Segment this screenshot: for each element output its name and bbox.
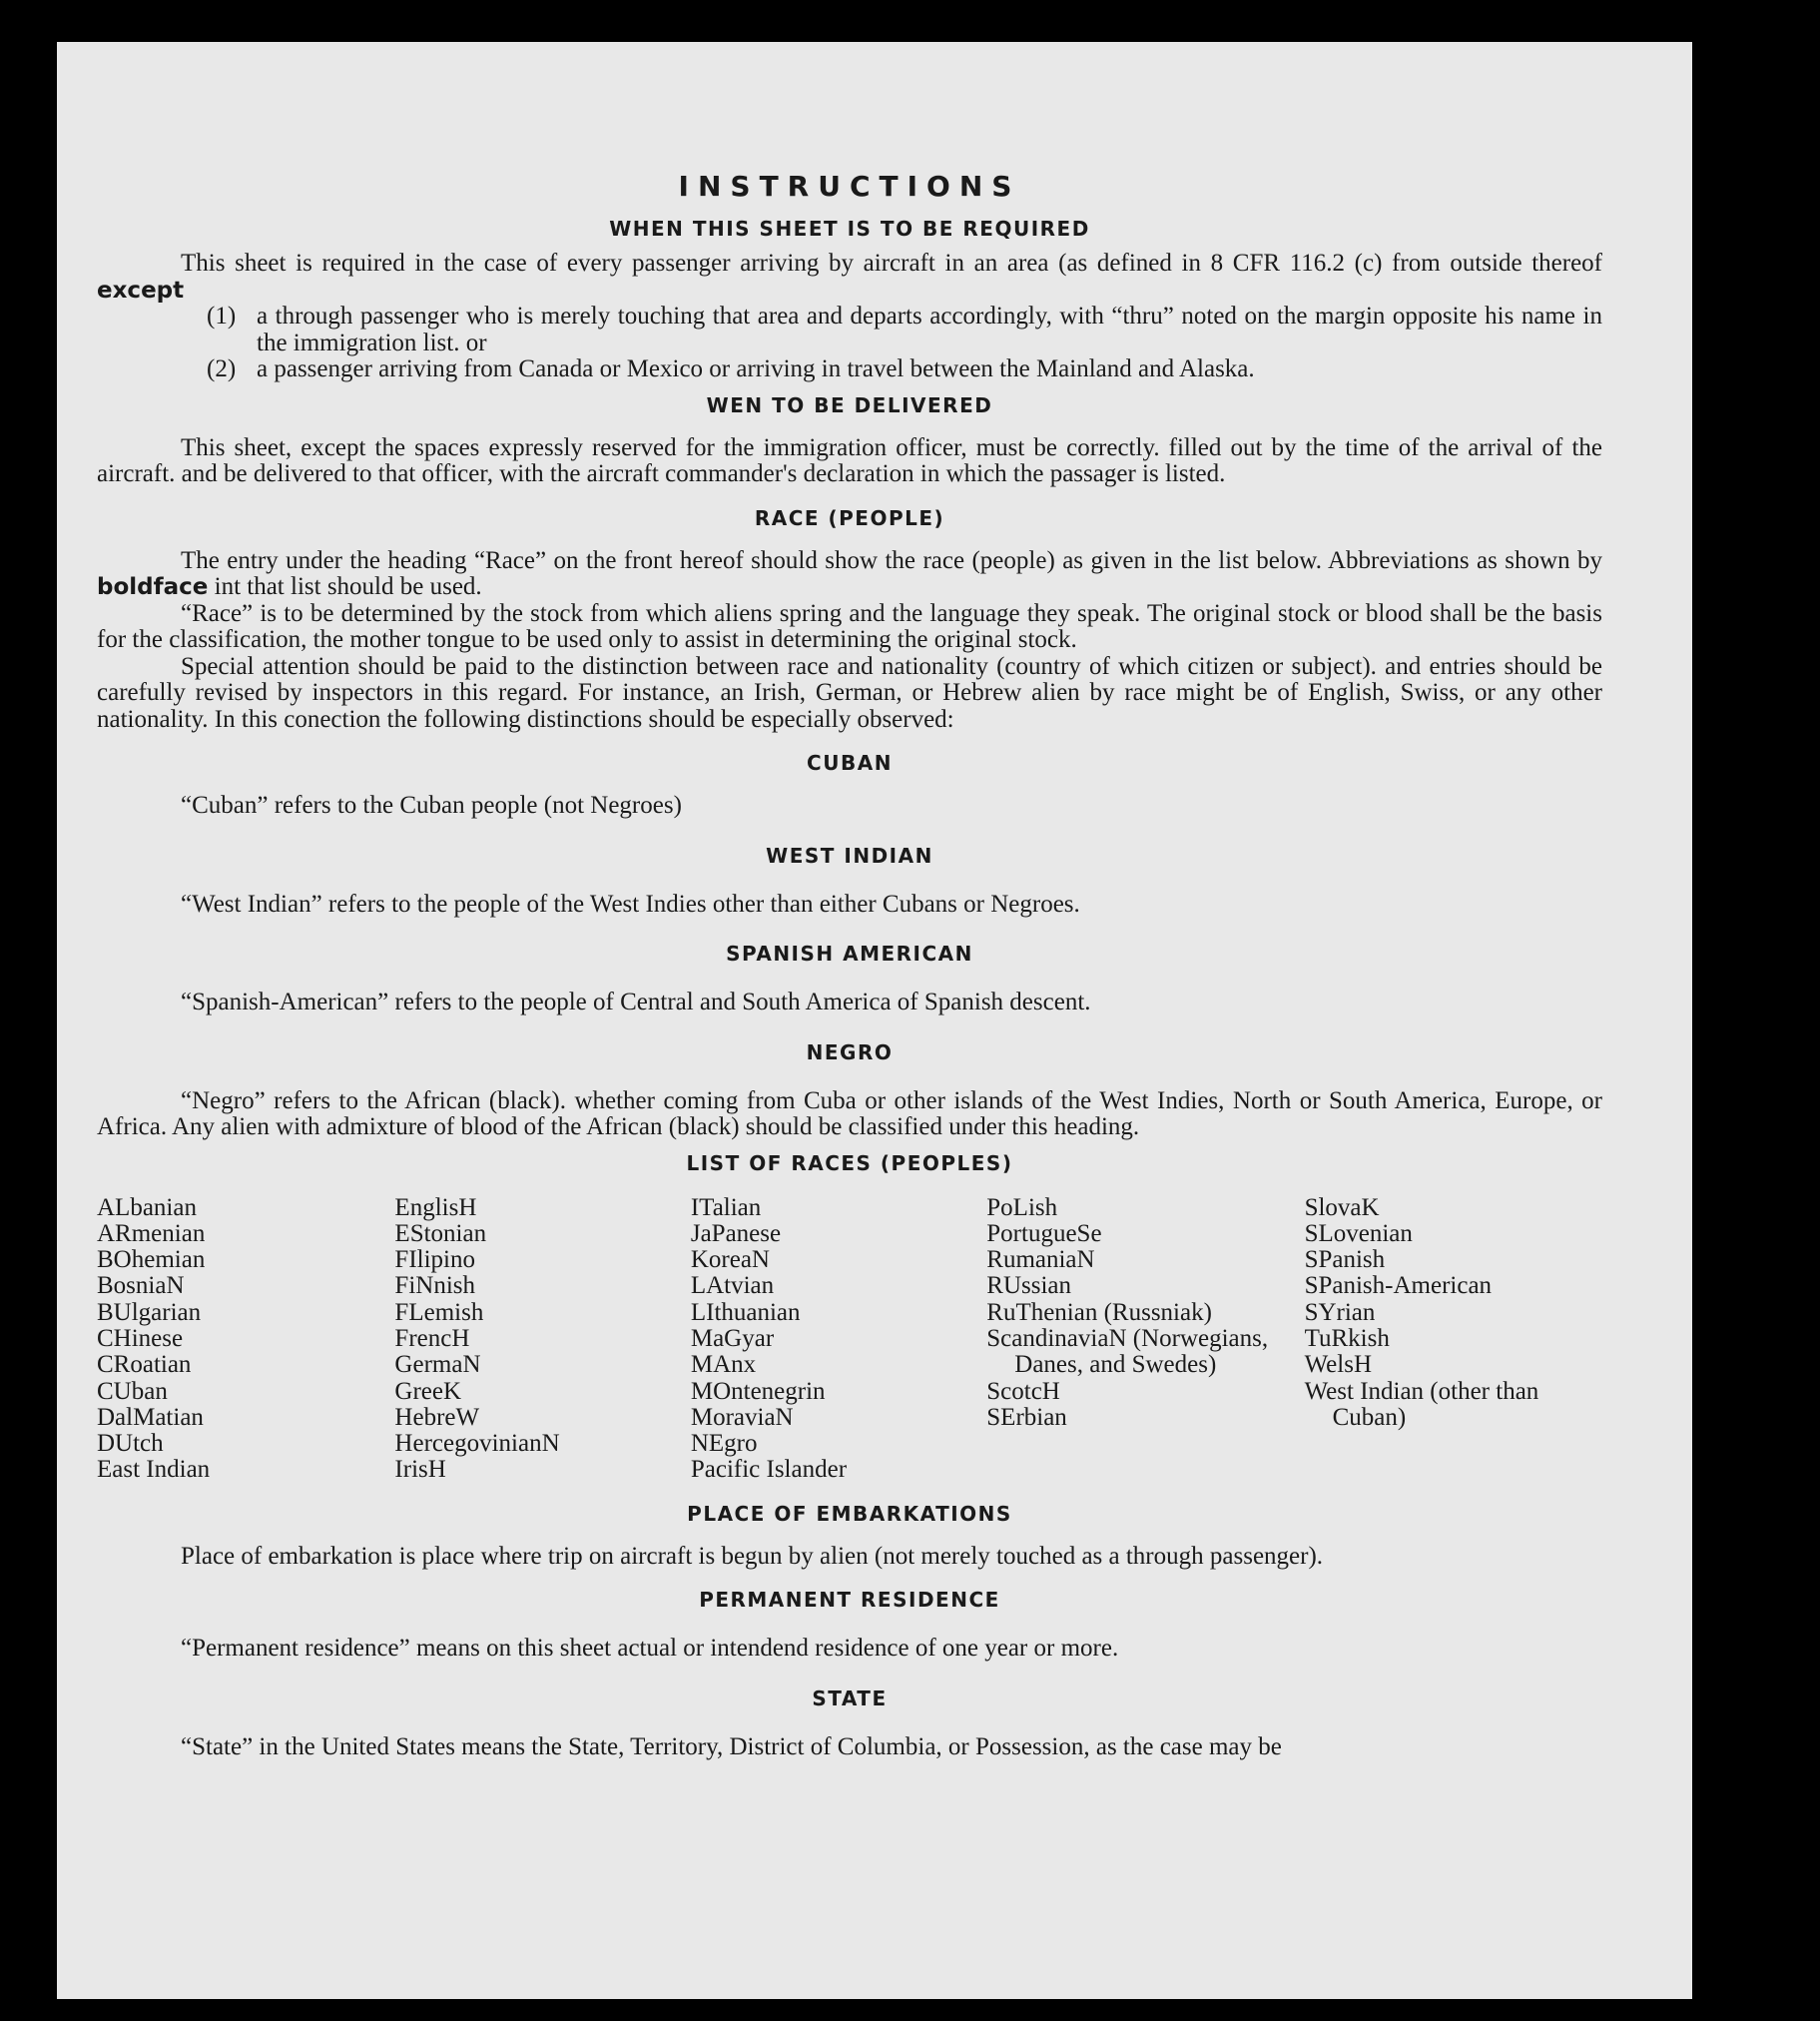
list-item: East Indian — [97, 1456, 211, 1484]
delivered-text: This sheet, except the spaces expressly reserved for the immigration officer, must be correctly. filled out by the time of the arrival of the aircraft. and be delivered to that officer, with the aircraft commander's declaration in which the passager is listed. — [97, 433, 1602, 487]
list-item: MaGyar — [690, 1324, 775, 1352]
list-item: KoreaN — [690, 1246, 770, 1274]
list-item: (1) a through passenger who is merely touching that area and departs accordingly, with “thru” noted on the margin opposite his name in the immigration list. or — [207, 303, 1602, 356]
races-column-5 — [1305, 1195, 1602, 1484]
list-item: ARmenian — [97, 1219, 206, 1247]
list-item: SPanish-American — [1304, 1272, 1493, 1300]
list-item: ScandinaviaN (Norwegians, Danes, and Swedes) — [986, 1324, 1269, 1379]
list-item: BOhemian — [97, 1246, 206, 1274]
races-column-2 — [394, 1195, 690, 1484]
heading-when-delivered: WEN TO BE DELIVERED — [706, 392, 993, 417]
heading-negro: NEGRO — [806, 1039, 894, 1064]
list-item: JaPanese — [690, 1219, 782, 1247]
cuban-text: “Cuban” refers to the Cuban people (not Negroes) — [181, 792, 682, 819]
list-item: BosniaN — [97, 1272, 185, 1300]
heading-permanent-residence: PERMANENT RESIDENCE — [699, 1588, 1000, 1613]
list-item: SErbian — [986, 1403, 1067, 1431]
races-table — [97, 1195, 1602, 1484]
list-item: ALbanian — [97, 1193, 197, 1221]
list-item: GermaN — [394, 1351, 481, 1379]
heading-spanish-american: SPANISH AMERICAN — [726, 942, 973, 966]
heading-race: RACE (PEOPLE) — [754, 505, 945, 530]
list-item: West Indian (other than Cuban) — [1304, 1377, 1539, 1431]
list-item: SLovenian — [1304, 1219, 1413, 1247]
list-item: MoraviaN — [690, 1403, 794, 1431]
heading-state: STATE — [812, 1685, 888, 1710]
list-item: SYrian — [1304, 1298, 1376, 1326]
list-item: HercegovinianN — [394, 1430, 560, 1458]
list-item: LIthuanian — [690, 1298, 801, 1326]
west-indian-text: “West Indian” refers to the people of the West Indies other than either Cubans or Negroes. — [181, 890, 1080, 918]
negro-text: “Negro” refers to the African (black). whether coming from Cuba or other islands of the West Indies, North or South America, Europe, or Africa. Any alien with admixture of blood of the African (black) should be classified under this heading. — [97, 1086, 1602, 1140]
list-item: ITalian — [690, 1193, 762, 1221]
embarkation-text: Place of embarkation is place where trip on aircraft is begun by alien (not merely touched as a through passenger). — [181, 1542, 1324, 1570]
list-item: SlovaK — [1304, 1193, 1380, 1221]
state-text: “State” in the United States means the State, Territory, District of Columbia, or Possession, as the case may be — [181, 1732, 1282, 1760]
list-item: FrencH — [394, 1324, 470, 1352]
list-item: IrisH — [394, 1456, 446, 1484]
boldface-emphasis: boldface — [97, 574, 209, 600]
list-item: (2) a passenger arriving from Canada or Mexico or arriving in travel between the Mainland and Alaska. — [207, 355, 1255, 382]
list-item: EnglisH — [394, 1193, 477, 1221]
heading-west-indian: WEST INDIAN — [766, 843, 933, 868]
instruction-sheet — [57, 42, 1692, 1999]
page-title: INSTRUCTIONS — [678, 170, 1021, 203]
spanish-american-text: “Spanish-American” refers to the people of Central and South America of Spanish descent. — [181, 989, 1091, 1015]
heading-when-required: WHEN THIS SHEET IS TO BE REQUIRED — [609, 217, 1090, 241]
list-item: RumaniaN — [986, 1246, 1095, 1274]
residence-text: “Permanent residence” means on this sheet actual or intendend residence of one year or more. — [181, 1635, 1119, 1663]
list-item: SPanish — [1304, 1246, 1386, 1274]
list-item: DUtch — [97, 1430, 164, 1458]
heading-cuban: CUBAN — [807, 751, 893, 775]
list-item: TuRkish — [1304, 1324, 1390, 1352]
races-column-3 — [691, 1195, 986, 1484]
races-column-4 — [986, 1195, 1304, 1484]
list-item: FLemish — [394, 1298, 484, 1326]
list-item: RuThenian (Russniak) — [986, 1298, 1212, 1326]
list-item: CHinese — [97, 1324, 184, 1352]
list-item: RUssian — [986, 1272, 1071, 1300]
list-item: CUban — [97, 1377, 168, 1405]
race-paragraph-1: The entry under the heading “Race” on the front hereof should show the race (people) as given in the list below. Abbreviations as shown by boldface int that list should be used. — [97, 546, 1602, 600]
list-item: FiNnish — [394, 1272, 476, 1300]
list-item: DalMatian — [97, 1403, 204, 1431]
list-item: FIlipino — [394, 1246, 475, 1274]
heading-list-of-races: LIST OF RACES (PEOPLES) — [686, 1150, 1013, 1175]
list-item: MOntenegrin — [690, 1377, 826, 1405]
race-paragraph-3: Special attention should be paid to the distinction between race and nationality (country of which citizen or subject). and entries should be carefully revised by inspectors in this regard. For instance, an Irish, German, or Hebrew alien by race might be of English, Swiss, or any other nationality. In this conection the following distinctions should be especially observed: — [97, 652, 1602, 733]
list-item: ScotcH — [986, 1377, 1060, 1405]
list-item: EStonian — [394, 1219, 487, 1247]
list-item: GreeK — [394, 1377, 462, 1405]
list-item: WelsH — [1304, 1351, 1372, 1379]
list-item: PortugueSe — [986, 1219, 1102, 1247]
list-item: HebreW — [394, 1403, 480, 1431]
list-item: LAtvian — [690, 1272, 775, 1300]
list-item: CRoatian — [97, 1351, 192, 1379]
races-column-1 — [97, 1195, 394, 1484]
required-intro: This sheet is required in the case of every passenger arriving by aircraft in an area (as defined in 8 CFR 116.2 (c) from outside thereof except — [97, 250, 1602, 304]
heading-place-of-embarkation: PLACE OF EMBARKATIONS — [687, 1501, 1012, 1526]
except-emphasis: except — [97, 277, 185, 304]
list-item: Pacific Islander — [690, 1456, 848, 1484]
list-item: BUlgarian — [97, 1298, 202, 1326]
list-item: PoLish — [986, 1193, 1058, 1221]
list-item: NEgro — [690, 1430, 758, 1458]
list-item: MAnx — [690, 1351, 757, 1379]
race-paragraph-2: “Race” is to be determined by the stock from which aliens spring and the language they speak. The original stock or blood shall be the basis for the classification, the mother tongue to be used only to assist in determining the original stock. — [97, 599, 1602, 653]
